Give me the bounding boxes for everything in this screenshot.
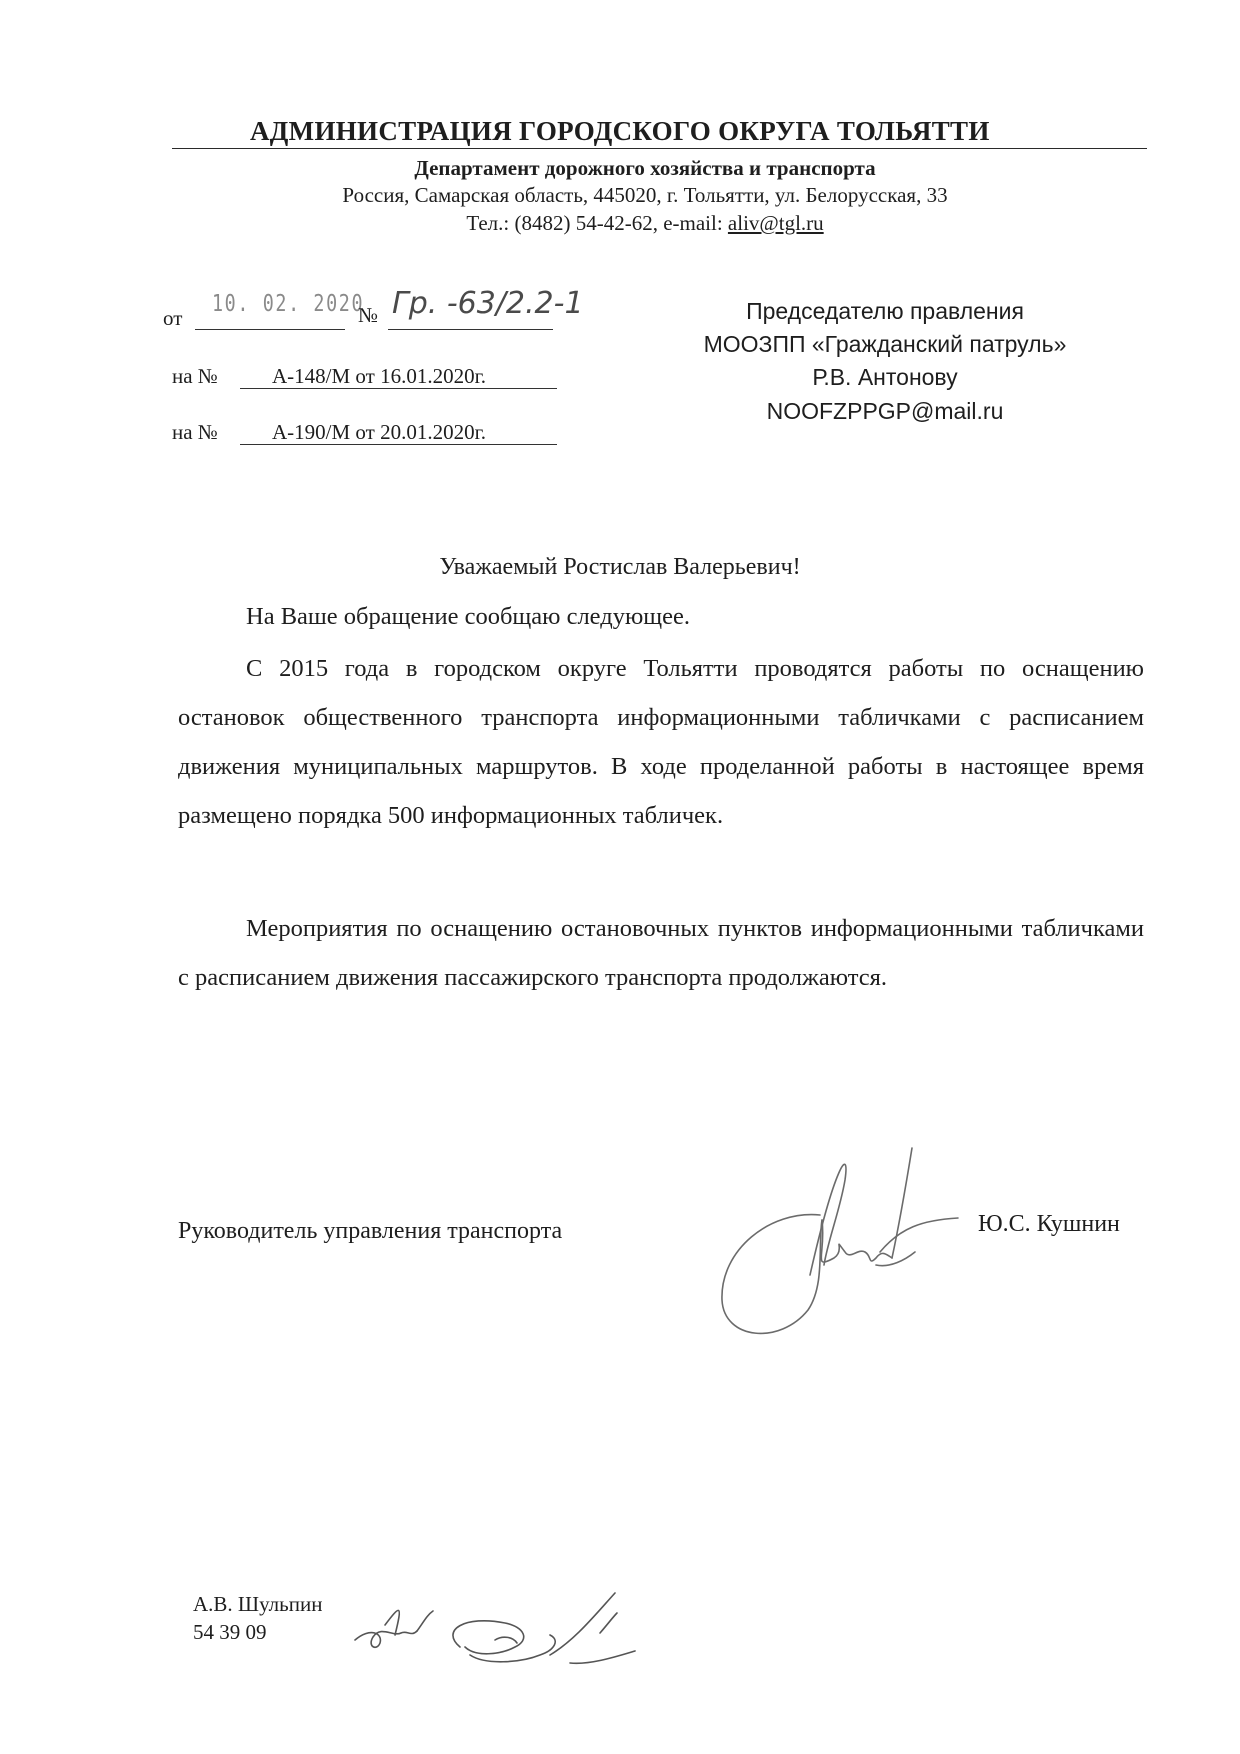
reference-label: на № xyxy=(172,364,218,388)
date-underline xyxy=(195,329,345,330)
outgoing-number-handwritten: Гр. -63/2.2-1 xyxy=(392,286,584,321)
reference-number: А-190/М от 20.01.2020г. xyxy=(272,420,487,444)
reference-underline xyxy=(240,444,557,445)
body-paragraph: На Ваше обращение сообщаю следующее. xyxy=(246,603,690,630)
body-paragraph: Мероприятия по оснащению остановочных пунктов информационными табличками с расписанием движения пассажирского транспорта продолжаются. xyxy=(178,915,1144,991)
executor-name: А.В. Шульпин xyxy=(193,1592,323,1616)
org-contacts xyxy=(0,211,1240,236)
signer-name: Ю.С. Кушнин xyxy=(978,1211,1120,1237)
signer-title: Руководитель управления транспорта xyxy=(178,1218,563,1244)
department-name: Департамент дорожного хозяйства и транспорта xyxy=(414,156,876,180)
recipient-name: Р.В. Антонову xyxy=(812,364,958,390)
approval-initials xyxy=(345,1585,665,1675)
reference-number: А-148/М от 16.01.2020г. xyxy=(272,364,487,388)
reference-underline xyxy=(240,388,557,389)
recipient-email: NOOFZPPGP@mail.ru xyxy=(766,398,1004,424)
email-link[interactable]: aliv@tgl.ru xyxy=(727,211,824,235)
executor-phone: 54 39 09 xyxy=(193,1620,267,1644)
body-paragraph: С 2015 года в городском округе Тольятти проводятся работы по оснащению остановок общественного транспорта информационными табличками с расписанием движения муниципальных маршрутов. В ходе проделанной работы в настоящее время размещено порядка 500 информационных табличек. xyxy=(178,655,1144,829)
number-label: № xyxy=(358,303,379,327)
org-address: Россия, Самарская область, 445020, г. Тольятти, ул. Белорусская, 33 xyxy=(342,183,948,207)
outgoing-date-stamp: 10. 02. 2020 xyxy=(212,291,365,317)
handwritten-signature xyxy=(700,1140,960,1360)
number-underline xyxy=(388,329,553,330)
reference-label: на № xyxy=(172,420,218,444)
phone-prefix: Тел.: (8482) 54-42-62, e-mail: xyxy=(466,211,728,235)
date-label: от xyxy=(163,306,183,330)
letterhead-divider xyxy=(172,148,1147,149)
recipient-organization: МООЗПП «Гражданский патруль» xyxy=(703,331,1067,357)
recipient-position: Председателю правления xyxy=(746,298,1024,324)
salutation: Уважаемый Ростислав Валерьевич! xyxy=(439,554,801,580)
org-title: АДМИНИСТРАЦИЯ ГОРОДСКОГО ОКРУГА ТОЛЬЯТТИ xyxy=(250,116,990,146)
